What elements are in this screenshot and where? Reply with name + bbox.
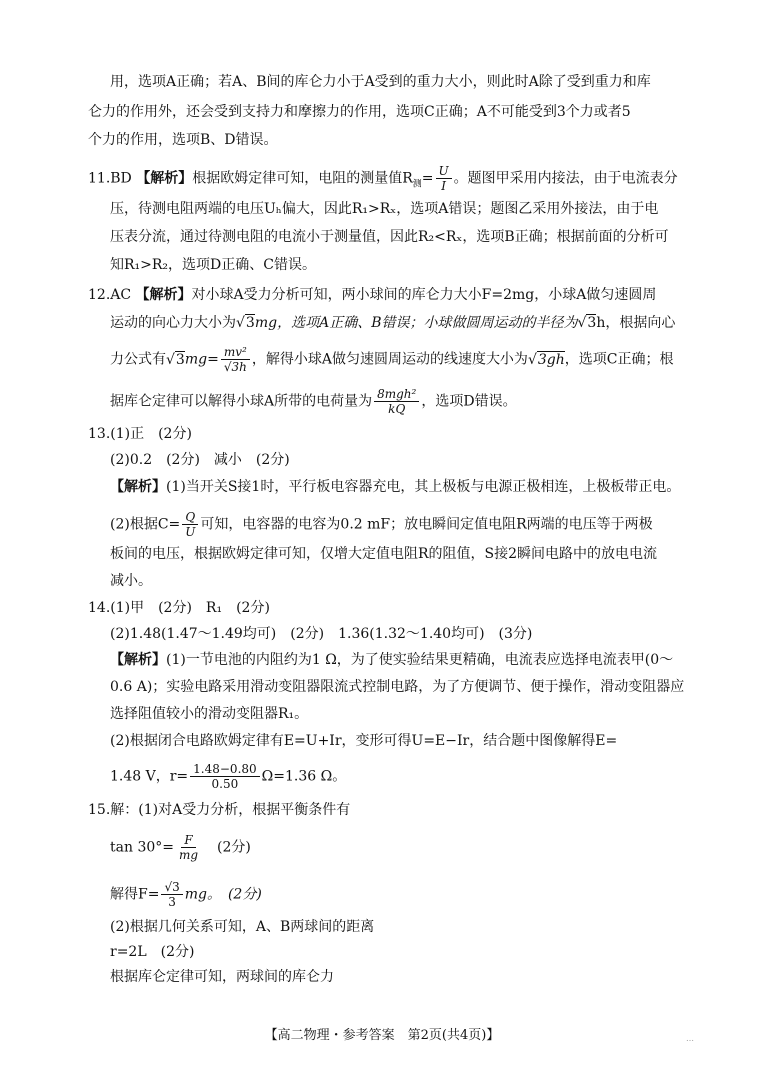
- text: 1.48 V，r=: [110, 768, 189, 785]
- q13-analysis-tag: 【解析】: [110, 479, 166, 495]
- numerator: Q: [182, 510, 198, 525]
- sqrt: √3: [236, 315, 255, 331]
- q11-line-1: [88, 164, 678, 194]
- text: ，选项D错误。: [421, 393, 517, 410]
- numerator: √3: [161, 880, 182, 895]
- fraction: [221, 345, 250, 374]
- denominator: kQ: [388, 402, 406, 416]
- denominator: 0.50: [211, 777, 239, 791]
- text-line: 0.6 A)；实验电路采用滑动变阻器限流式控制电路，为了方便调节、便于操作，滑动变阻器应: [110, 679, 685, 695]
- q14-analysis-line: [110, 650, 673, 670]
- q12-line-2: [110, 313, 675, 333]
- text-line: 压表分流，通过待测电阻的电流小于测量值，因此R₂<Rₓ，选项B正确；根据前面的分析可: [110, 229, 669, 245]
- text-line: 选择阻值较小的滑动变阻器R₁。: [110, 706, 309, 722]
- text: (1)一节电池的内阻约为1 Ω，为了使实验结果更精确，电流表应选择电流表甲(0～: [166, 652, 674, 668]
- answer: (1)甲 (2分) R₁ (2分): [110, 600, 270, 616]
- text: h，根据向心: [596, 315, 676, 331]
- radicand: 3: [175, 351, 185, 368]
- fraction: [374, 387, 419, 416]
- numerator: 8mgh²: [374, 387, 419, 402]
- text: (2)根据C=: [110, 516, 181, 533]
- denominator: √3h: [223, 360, 247, 374]
- text-line: 根据库仑定律可知，两球间的库仑力: [110, 969, 334, 985]
- text: 据库仑定律可以解得小球A所带的电荷量为: [110, 393, 373, 410]
- text-line: 用，选项A正确；若A、B间的库仑力小于A受到的重力大小，则此时A除了受到重力和库: [110, 74, 651, 90]
- q14-line-1: [88, 598, 270, 618]
- sqrt: √3gh: [527, 351, 565, 368]
- q13-line-4: [110, 510, 653, 539]
- answer: (1)正 (2分): [110, 426, 192, 442]
- q14-analysis-tag: 【解析】: [110, 652, 166, 668]
- text: 解：(1)对A受力分析，根据平衡条件有: [110, 802, 351, 818]
- page-footer: 【高二物理・参考答案 第2页(共4页)】: [264, 1028, 500, 1043]
- text: 解得F=: [110, 886, 160, 903]
- numerator: mv²: [221, 345, 250, 360]
- text: mg，选项A正确、B错误；小球做圆周运动的半径为: [254, 315, 578, 331]
- denominator: mg: [178, 848, 199, 862]
- text: ，选项C正确；根: [564, 351, 674, 368]
- numerator: F: [181, 833, 195, 848]
- q12-line-1: [88, 285, 656, 305]
- text-line: 仑力的作用外，还会受到支持力和摩擦力的作用，选项C正确；A不可能受到3个力或者5: [88, 104, 631, 120]
- subscript: 测: [412, 179, 422, 190]
- radicand: 3: [245, 315, 255, 331]
- q13-analysis-line: [110, 477, 680, 497]
- text-line: 压，待测电阻两端的电压Uₕ偏大，因此R₁>Rₓ，选项A错误；题图乙采用外接法，由于电: [110, 201, 659, 217]
- text: 对小球A受力分析可知，两小球间的库仑力大小F=2mg，小球A做匀速圆周: [191, 287, 657, 303]
- text: 。题图甲采用内接法，由于电流表分: [453, 170, 678, 187]
- numerator: U: [436, 164, 452, 179]
- q12-line-4: [110, 387, 517, 416]
- text-line: 减小。: [110, 573, 152, 589]
- text: (1)当开关S接1时，平行板电容器充电，其上极板与电源正极相连，上极板带正电。: [166, 479, 681, 495]
- q13-number: 13.: [88, 426, 111, 442]
- q15-line-2: [110, 833, 251, 862]
- q11-analysis-tag: 【解析】: [136, 170, 193, 187]
- radicand: 3: [587, 315, 597, 331]
- q12-line-3: [110, 345, 673, 374]
- q14-line-8: [110, 762, 346, 791]
- sqrt: √3: [577, 315, 597, 331]
- text: tan 30°=: [110, 839, 174, 856]
- text-line: r=2L (2分): [110, 944, 195, 960]
- text: Ω=1.36 Ω。: [261, 768, 347, 785]
- q11-number: 11.BD: [88, 170, 132, 187]
- denominator: U: [185, 525, 196, 539]
- text: 根据欧姆定律可知，电阻的测量值R: [192, 170, 413, 187]
- q13-line-1: [88, 424, 192, 444]
- q12-number: 12.AC: [88, 287, 132, 303]
- fraction: [182, 510, 198, 539]
- radicand: 3gh: [537, 351, 565, 368]
- fraction: [176, 833, 201, 862]
- q15-line-1: [88, 800, 350, 820]
- text: mg。 (2分): [184, 886, 262, 903]
- text: 力公式有: [110, 351, 166, 368]
- text: 可知，电容器的电容为0.2 mF；放电瞬间定值电阻R两端的电压等于两极: [200, 516, 653, 533]
- text: mg=: [184, 351, 219, 368]
- fraction: [436, 164, 452, 193]
- text-line: 板间的电压，根据欧姆定律可知，仅增大定值电阻R的阻值，S接2瞬间电路中的放电电流: [110, 546, 658, 562]
- numerator: 1.48−0.80: [190, 762, 260, 777]
- denominator: I: [441, 179, 446, 193]
- text: (2分): [203, 839, 251, 856]
- text: =: [421, 170, 434, 187]
- q15-line-3: [110, 880, 262, 909]
- answer-line: (2)0.2 (2分) 减小 (2分): [110, 452, 290, 468]
- denominator: 3: [168, 895, 176, 909]
- q14-number: 14.: [88, 600, 111, 616]
- fraction: [161, 880, 182, 909]
- text-line: (2)根据闭合电路欧姆定律有E=U+Ir，变形可得U=E−Ir，结合题中图像解得E=: [110, 733, 618, 749]
- text: ，解得小球A做匀速圆周运动的线速度大小为: [251, 351, 528, 368]
- fraction: [190, 762, 260, 791]
- sqrt: √3: [166, 351, 185, 368]
- q15-number: 15.: [88, 802, 111, 818]
- text-line: 知R₁>R₂，选项D正确、C错误。: [110, 257, 316, 273]
- answer-line: (2)1.48(1.47～1.49均可) (2分) 1.36(1.32～1.40均可) (3分): [110, 626, 533, 642]
- text-line: 个力的作用，选项B、D错误。: [88, 132, 278, 148]
- q12-analysis-tag: 【解析】: [135, 287, 192, 303]
- text-line: (2)根据几何关系可知，A、B两球间的距离: [110, 919, 375, 935]
- text: 运动的向心力大小为: [110, 315, 236, 331]
- footer-dots: …: [686, 1034, 694, 1043]
